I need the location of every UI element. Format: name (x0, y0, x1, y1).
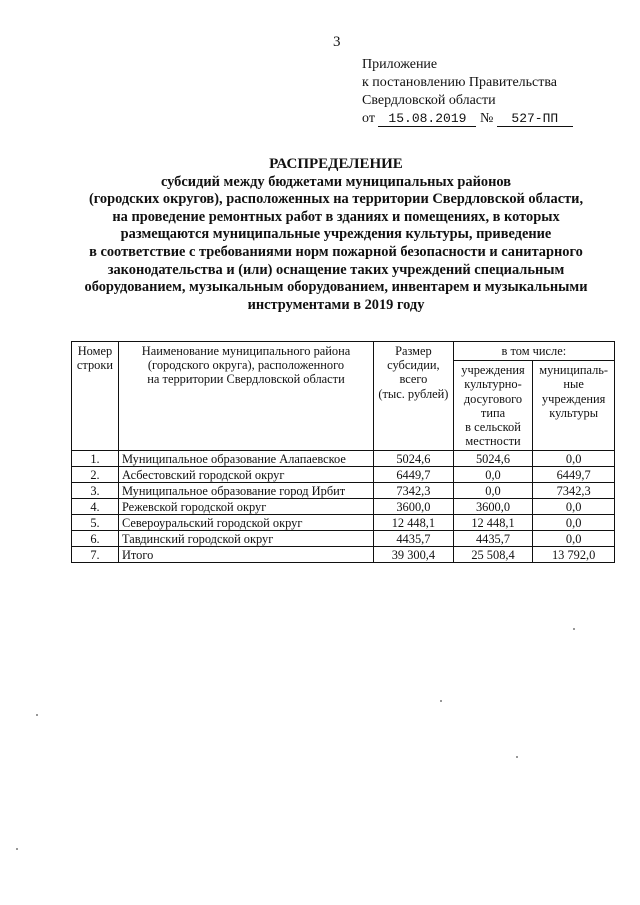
cell-rural: 25 508,4 (453, 547, 533, 563)
cell-district-name: Режевской городской округ (118, 499, 373, 515)
title-line: в соответствие с требованиями норм пожарной безопасности и санитарного (89, 243, 583, 260)
cell-total: 39 300,4 (374, 547, 454, 563)
header-including: в том числе: (453, 342, 614, 361)
cell-municipal: 0,0 (533, 531, 615, 547)
cell-municipal: 0,0 (533, 515, 615, 531)
cell-district-name: Муниципальное образование город Ирбит (118, 483, 373, 499)
from-label: от (362, 111, 375, 126)
header-subsidy-total: Размер субсидии, всего (тыс. рублей) (374, 342, 454, 451)
cell-total: 4435,7 (374, 531, 454, 547)
table-row (72, 483, 615, 499)
cell-district-name: Североуральский городской округ (118, 515, 373, 531)
table-row (72, 499, 615, 515)
scan-speck (573, 628, 575, 630)
cell-row-number: 1. (72, 451, 119, 467)
table-row (72, 451, 615, 467)
title-heading: РАСПРЕДЕЛЕНИЕ (269, 156, 403, 172)
cell-municipal: 0,0 (533, 451, 615, 467)
header-rural-institutions: учреждения культурно- досугового типа в сельской местности (453, 361, 533, 451)
title-line: оборудованием, музыкальным оборудованием, инвентарем и музыкальными (84, 279, 588, 296)
cell-total: 7342,3 (374, 483, 454, 499)
cell-row-number: 3. (72, 483, 119, 499)
table-row (72, 515, 615, 531)
title-line: субсидий между бюджетами муниципальных районов (160, 173, 511, 190)
title-line: на проведение ремонтных работ в зданиях и помещениях, в которых (112, 208, 560, 225)
cell-row-number: 4. (72, 499, 119, 515)
cell-total: 6449,7 (374, 467, 454, 483)
cell-municipal: 13 792,0 (533, 547, 615, 563)
cell-rural: 0,0 (453, 467, 533, 483)
cell-row-number: 6. (72, 531, 119, 547)
cell-district-name: Итого (118, 547, 373, 563)
subsidy-table (71, 341, 615, 563)
cell-district-name: Тавдинский городской округ (118, 531, 373, 547)
table-row (72, 531, 615, 547)
table-row-total (72, 547, 615, 563)
cell-total: 3600,0 (374, 499, 454, 515)
cell-row-number: 7. (72, 547, 119, 563)
appendix-line-2: к постановлению Правительства (362, 75, 558, 90)
appendix-date-line (362, 110, 573, 128)
cell-district-name: Муниципальное образование Алапаевское (118, 451, 373, 467)
cell-rural: 4435,7 (453, 531, 533, 547)
scan-speck (440, 700, 442, 702)
cell-rural: 5024,6 (453, 451, 533, 467)
title-line: размещаются муниципальные учреждения культуры, приведение (120, 226, 552, 243)
cell-municipal: 6449,7 (533, 467, 615, 483)
cell-total: 5024,6 (374, 451, 454, 467)
cell-rural: 12 448,1 (453, 515, 533, 531)
document-title (56, 156, 616, 314)
cell-row-number: 5. (72, 515, 119, 531)
number-label: № (479, 111, 494, 126)
scan-speck (516, 756, 518, 758)
table-header-row (72, 342, 615, 361)
table-row (72, 467, 615, 483)
cell-municipal: 7342,3 (533, 483, 615, 499)
appendix-block (362, 56, 573, 128)
scan-speck (16, 848, 18, 850)
header-district-name: Наименование муниципального района (городского округа), расположенного на территории Свердловской области (118, 342, 373, 451)
cell-row-number: 2. (72, 467, 119, 483)
resolution-date: 15.08.2019 (378, 111, 476, 127)
appendix-line-1: Приложение (362, 57, 438, 72)
resolution-number: 527-ПП (497, 111, 573, 127)
header-municipal-institutions: муниципаль- ные учреждения культуры (533, 361, 615, 451)
scan-speck (36, 714, 38, 716)
cell-municipal: 0,0 (533, 499, 615, 515)
header-row-number: Номер строки (72, 342, 119, 451)
title-line: инструментами в 2019 году (247, 296, 425, 313)
page-number: 3 (333, 34, 341, 50)
cell-district-name: Асбестовский городской округ (118, 467, 373, 483)
cell-total: 12 448,1 (374, 515, 454, 531)
title-line: законодательства и (или) оснащение таких учреждений специальным (107, 261, 565, 278)
cell-rural: 3600,0 (453, 499, 533, 515)
appendix-line-3: Свердловской области (362, 93, 496, 108)
title-line: (городских округов), расположенных на территории Свердловской области, (88, 191, 584, 208)
cell-rural: 0,0 (453, 483, 533, 499)
